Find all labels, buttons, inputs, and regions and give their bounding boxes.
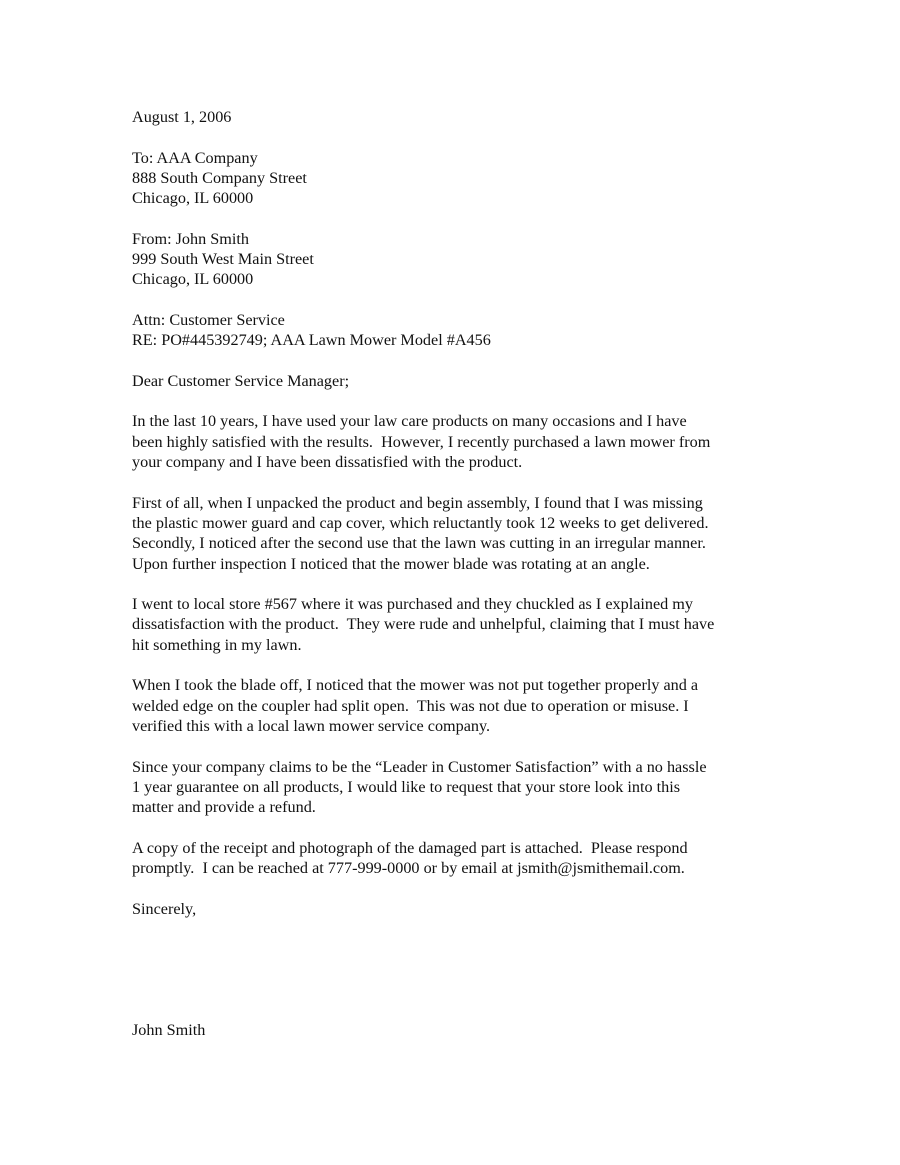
signature-name: John Smith	[132, 1021, 206, 1040]
recipient-address	[132, 148, 782, 209]
recipient-street: 888 South Company Street	[132, 168, 307, 187]
sender-city: Chicago, IL 60000	[132, 270, 254, 289]
sender-street: 999 South West Main Street	[132, 250, 314, 269]
attention-line: Attn: Customer Service	[132, 310, 285, 329]
closing: Sincerely,	[132, 899, 197, 918]
body-paragraph-4	[132, 675, 782, 736]
paragraph-line: the plastic mower guard and cap cover, which reluctantly took 12 weeks to get delivered.	[132, 513, 709, 532]
paragraph-line: matter and provide a refund.	[132, 798, 316, 817]
signature-space	[132, 939, 782, 1020]
body-paragraph-6	[132, 838, 782, 879]
closing-block	[132, 899, 782, 919]
body-paragraph-5	[132, 757, 782, 818]
subject-line: RE: PO#445392749; AAA Lawn Mower Model #A456	[132, 331, 491, 350]
paragraph-line: welded edge on the coupler had split open. This was not due to operation or misuse. I	[132, 696, 689, 715]
signature-block	[132, 1020, 782, 1040]
paragraph-line: promptly. I can be reached at 777-999-0000 or by email at jsmith@jsmithemail.com.	[132, 858, 685, 877]
body-paragraph-2	[132, 493, 782, 574]
paragraph-line: your company and I have been dissatisfied with the product.	[132, 453, 523, 472]
paragraph-line: When I took the blade off, I noticed that the mower was not put together properly and a	[132, 676, 699, 695]
sender-name: From: John Smith	[132, 229, 249, 248]
paragraph-line: A copy of the receipt and photograph of the damaged part is attached. Please respond	[132, 838, 688, 857]
paragraph-line: been highly satisfied with the results. However, I recently purchased a lawn mower from	[132, 432, 711, 451]
sender-address	[132, 229, 782, 290]
paragraph-line: hit something in my lawn.	[132, 635, 302, 654]
recipient-city: Chicago, IL 60000	[132, 189, 254, 208]
paragraph-line: First of all, when I unpacked the product and begin assembly, I found that I was missing	[132, 493, 703, 512]
recipient-name: To: AAA Company	[132, 148, 258, 167]
body-paragraph-3	[132, 594, 782, 655]
paragraph-line: Secondly, I noticed after the second use that the lawn was cutting in an irregular manner.	[132, 534, 706, 553]
letter-body	[132, 107, 782, 1061]
reference-block	[132, 310, 782, 351]
paragraph-line: verified this with a local lawn mower service company.	[132, 716, 491, 735]
paragraph-line: I went to local store #567 where it was purchased and they chuckled as I explained my	[132, 595, 693, 614]
paragraph-line: dissatisfaction with the product. They were rude and unhelpful, claiming that I must have	[132, 615, 715, 634]
paragraph-line: 1 year guarantee on all products, I would like to request that your store look into this	[132, 777, 680, 796]
letter-date: August 1, 2006	[132, 108, 232, 126]
paragraph-line: In the last 10 years, I have used your law care products on many occasions and I have	[132, 412, 687, 431]
paragraph-line: Since your company claims to be the “Leader in Customer Satisfaction” with a no hassle	[132, 757, 707, 776]
salutation-block	[132, 371, 782, 391]
paragraph-line: Upon further inspection I noticed that the mower blade was rotating at an angle.	[132, 554, 650, 573]
salutation: Dear Customer Service Manager;	[132, 371, 350, 390]
date-block	[132, 107, 782, 127]
body-paragraph-1	[132, 411, 782, 472]
